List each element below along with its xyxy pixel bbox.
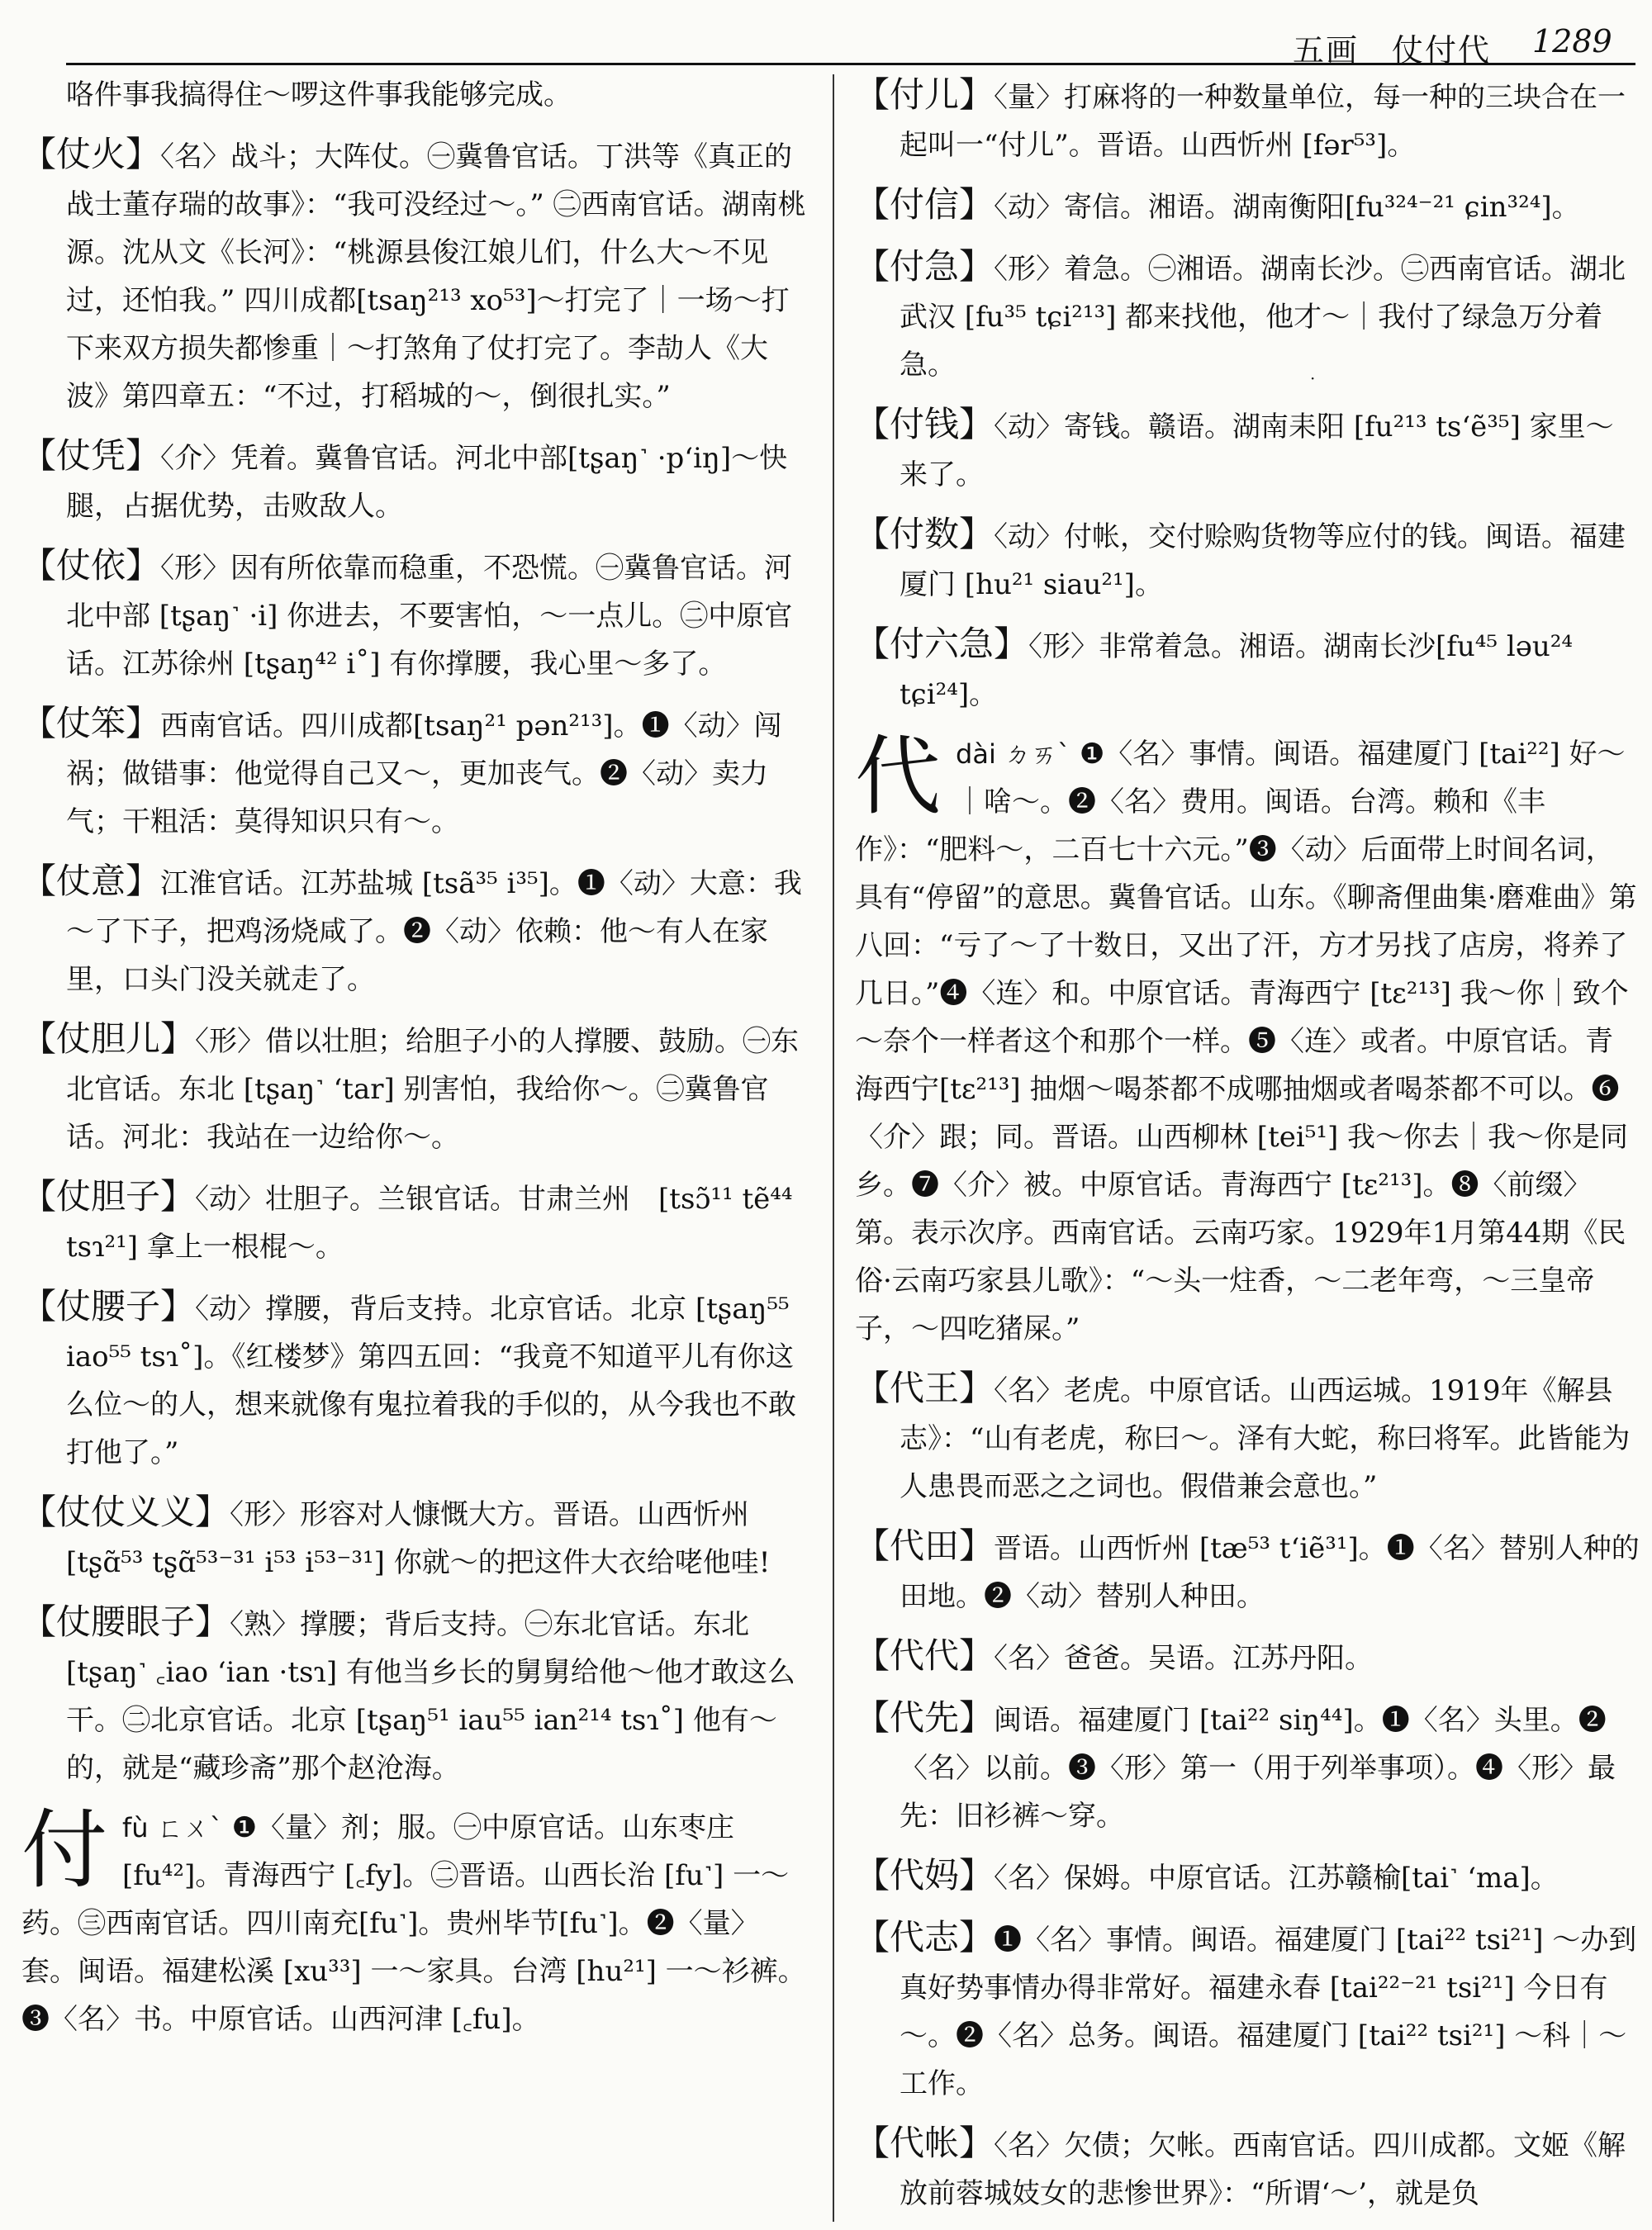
headword: 【付急】	[855, 246, 995, 287]
header-rule	[66, 63, 1635, 65]
entry-zhangben	[21, 700, 806, 846]
char-entry-dai	[855, 726, 1640, 1353]
entry-daixian	[855, 1694, 1640, 1840]
entry-zhanghuo	[21, 130, 806, 420]
headword: 【仗笨】	[21, 703, 161, 743]
entry-daidai	[855, 1632, 1640, 1682]
character-definition: ❶〈名〉事情。闽语。福建厦门 [tai²²] 好～｜啥～。❷〈名〉费用。闽语。台湾。赖和《丰作》：“肥料～，二百七十六元。”❸〈动〉后面带上时间名词，具有“停留”的意思。冀鲁官话。山东。《聊斋俚曲集·磨难曲》第八回：“亏了～了十数日，又出了汗，方才另找了店房，将养了几日。”❹〈连〉和。中原官话。青海西宁 [tɛ²¹³] 我～你｜致个～奈个一样者这个和那个一样。❺〈连〉或者。中原官话。青海西宁[tɛ²¹³] 抽烟～喝茶都不成哪抽烟或者喝茶都不可以。❻〈介〉跟；同。晋语。山西柳林 [tei⁵¹] 我～你去｜我～你是同乡。❼〈介〉被。中原官话。青海西宁 [tɛ²¹³]。❽〈前缀〉第。表示次序。西南官话。云南巧家。1929年1月第44期《民俗·云南巧家县儿歌》：“～头一炷香，～二老年弯，～三皇帝子，～四吃猪屎。”	[855, 738, 1637, 1345]
headword: 【仗腰眼子】	[21, 1601, 230, 1642]
headword: 【仗仗义义】	[21, 1492, 230, 1532]
definition: 晋语。山西忻州 [tæ⁵³ tʻiẽ³¹]。❶〈名〉替别人种的田地。❷〈动〉替别人种田。	[900, 1532, 1640, 1613]
entry-daiwang	[855, 1364, 1640, 1511]
right-column	[855, 71, 1640, 2229]
headword: 【仗凭】	[21, 435, 161, 476]
entry-zhangdanzi	[21, 1173, 806, 1271]
page-speck: ·	[1310, 368, 1316, 388]
definition: 〈名〉保姆。中原官话。江苏赣榆[tai˺ ʻma]。	[994, 1862, 1559, 1895]
headword: 【仗意】	[21, 861, 161, 901]
definition: 〈名〉欠债；欠帐。西南官话。四川成都。文姬《解放前蓉城妓女的悲惨世界》：“所谓‘～’，就是负	[900, 2129, 1626, 2210]
definition: 西南官话。四川成都[tsaŋ²¹ pən²¹³]。❶〈动〉闯祸；做错事：他觉得自己又～，更加丧气。❷〈动〉卖力气；干粗活：莫得知识只有～。	[66, 709, 782, 838]
headword: 【仗腰子】	[21, 1286, 196, 1326]
headword: 【代田】	[855, 1525, 995, 1566]
definition: 〈动〉寄信。湘语。湖南衡阳[fu³²⁴⁻²¹ ɕin³²⁴]。	[994, 191, 1580, 224]
entry-zhangping	[21, 432, 806, 530]
headword: 【付六急】	[855, 624, 1029, 664]
left-column	[21, 71, 806, 2055]
definition: 〈形〉着急。㊀湘语。湖南长沙。㊁西南官话。湖北武汉 [fu³⁵ tɕi²¹³] 都来找他，他才～｜我付了绿急万分着急。	[900, 253, 1626, 382]
entry-fuqian	[855, 401, 1640, 499]
definition: 〈动〉付帐，交付赊购货物等应付的钱。闽语。福建厦门 [hu²¹ siau²¹]。	[900, 520, 1626, 601]
definition: 〈介〉凭着。冀鲁官话。河北中部[tʂaŋ˺ ·pʻiŋ]～快腿，占据优势，击败敌人。	[66, 442, 788, 523]
entry-fushu	[855, 510, 1640, 609]
entry-fuliuji	[855, 620, 1640, 719]
entry-daizhang	[855, 2119, 1640, 2218]
entry-zhangdaner	[21, 1015, 806, 1161]
column-divider	[833, 74, 834, 2222]
char-entry-fu	[21, 1800, 806, 2043]
entry-zhangyaoyanzi	[21, 1598, 806, 1792]
definition: 〈名〉老虎。中原官话。山西运城。1919年《解县志》：“山有老虎，称曰～。泽有大蛇，称曰将军。此皆能为人患畏而恶之之词也。假借兼会意也。”	[900, 1374, 1631, 1503]
definition: 〈形〉因有所依靠而稳重，不恐慌。㊀冀鲁官话。河北中部 [tʂaŋ˺ ·i] 你进去，不要害怕，～一点儿。㊁中原官话。江苏徐州 [tʂaŋ⁴² i˚] 有你撑腰，我心里～多了。	[66, 552, 793, 681]
headword: 【付钱】	[855, 404, 995, 444]
entry-zhangzhangyiyi	[21, 1488, 806, 1587]
headword: 【代帐】	[855, 2123, 995, 2163]
entry-daizhi	[855, 1914, 1640, 2108]
character-pinyin: fù ㄈㄨˋ	[122, 1812, 223, 1843]
definition: ❶〈名〉事情。闽语。福建厦门 [tai²² tsi²¹] ～办到真好势事情办得非常好。福建永春 [tai²²⁻²¹ tsi²¹] 今日有～。❷〈名〉总务。闽语。福建厦门 [tai²² tsi²¹] ～科｜～工作。	[900, 1924, 1637, 2100]
entry-zhangyi	[21, 542, 806, 688]
headword: 【仗胆子】	[21, 1176, 196, 1217]
entry-fuxin	[855, 181, 1640, 231]
entry-fuer	[855, 71, 1640, 169]
character-headword: 付	[21, 1800, 108, 1900]
headword: 【代先】	[855, 1697, 995, 1738]
definition: 〈形〉形容对人慷慨大方。晋语。山西忻州 [tʂɑ̃⁵³ tʂɑ̃⁵³⁻³¹ i⁵³ i⁵³⁻³¹] 你就～的把这件大衣给咾他哇!	[66, 1498, 771, 1579]
definition: 〈名〉战斗；大阵仗。㊀冀鲁官话。丁洪等《真正的战士董存瑞的故事》：“我可没经过～。” ㊁西南官话。湖南桃源。沈从文《长河》：“桃源县俊江娘儿们，什么大～不见过，还怕我。” 四川成都[tsaŋ²¹³ xo⁵³]～打完了｜一场～打下来双方损失都惨重｜～打煞角了仗打完了。李劼人《大波》第四章五：“不过，打稻城的～，倒很扎实。”	[66, 140, 806, 413]
page-number: 1289	[1532, 23, 1612, 59]
headword: 【代代】	[855, 1635, 995, 1676]
definition: 江淮官话。江苏盐城 [tsã³⁵ i³⁵]。❶〈动〉大意：我～了下子，把鸡汤烧咸了。❷〈动〉依赖：他～有人在家里，口头门没关就走了。	[66, 867, 802, 996]
character-definition: ❶〈量〉剂；服。㊀中原官话。山东枣庄 [fu⁴²]。青海西宁 [꜀fy]。㊁晋语。山西长治 [fu˺] 一～药。㊂西南官话。四川南充[fu˺]。贵州毕节[fu˺]。❷〈量〉套。闽语。福建松溪 [xu³³] 一～家具。台湾 [hu²¹] 一～衫裤。❸〈名〉书。中原官话。山西河津 [꜀fu]。	[21, 1811, 806, 2036]
definition: 〈动〉壮胆子。兰银官话。甘肃兰州 [tsɔ̃¹¹ tẽ⁴⁴ tsɿ²¹] 拿上一根棍～。	[66, 1183, 793, 1264]
headword: 【仗依】	[21, 545, 161, 586]
headword: 【仗胆儿】	[21, 1018, 196, 1059]
page-header	[0, 0, 1652, 69]
definition: 闽语。福建厦门 [tai²² siŋ⁴⁴]。❶〈名〉头里。❷〈名〉以前。❸〈形〉第一（用于列举事项）。❹〈形〉最先：旧衫裤～穿。	[900, 1704, 1616, 1833]
entry-daitian	[855, 1522, 1640, 1620]
entry-zhangyi2	[21, 857, 806, 1004]
headword: 【仗火】	[21, 134, 161, 174]
header-section-title: 五画 仗付代	[1293, 32, 1492, 69]
definition: 〈动〉寄钱。赣语。湖南耒阳 [fu²¹³ tsʻẽ³⁵] 家里～来了。	[900, 410, 1614, 491]
entry-fuji	[855, 243, 1640, 389]
definition: 〈动〉撑腰，背后支持。北京官话。北京 [tʂaŋ⁵⁵ iao⁵⁵ tsɿ˚]。《红楼梦》第四五回：“我竟不知道平儿有你这么位～的人，想来就像有鬼拉着我的手似的，从今我也不敢打他了。”	[66, 1293, 796, 1469]
headword: 【付数】	[855, 514, 995, 554]
definition: 〈量〉打麻将的一种数量单位，每一种的三块合在一起叫一“付儿”。晋语。山西忻州 [fər⁵³]。	[900, 81, 1626, 162]
character-pinyin: dài ㄉㄞˋ	[956, 738, 1071, 770]
entry-zhangyaozi	[21, 1283, 806, 1477]
headword: 【付儿】	[855, 74, 995, 115]
entry-daima	[855, 1852, 1640, 1902]
carryover-text: 咯件事我搞得住～啰这件事我能够完成。	[66, 78, 572, 112]
headword: 【付信】	[855, 184, 995, 225]
definition: 〈名〉爸爸。吴语。江苏丹阳。	[994, 1642, 1374, 1675]
headword: 【代妈】	[855, 1855, 995, 1896]
definition: 〈熟〉撑腰；背后支持。㊀东北官话。东北 [tʂaŋ˺ ꜀iao ʻian ·tsɿ] 有他当乡长的舅舅给他～他才敢这么干。㊁北京官话。北京 [tʂaŋ⁵¹ iau⁵⁵ ian²¹⁴ tsɿ˚] 他有～的，就是“藏珍斋”那个赵沧海。	[66, 1608, 795, 1785]
headword: 【代志】	[855, 1917, 995, 1957]
character-headword: 代	[855, 726, 942, 827]
definition: 〈形〉非常着急。湘语。湖南长沙[fu⁴⁵ ləu²⁴ tɕi²⁴]。	[900, 630, 1573, 711]
headword: 【代王】	[855, 1368, 995, 1408]
definition: 〈形〉借以壮胆；给胆子小的人撑腰、鼓励。㊀东北官话。东北 [tʂaŋ˺ ʻtar] 别害怕，我给你～。㊁冀鲁官话。河北：我站在一边给你～。	[66, 1025, 800, 1154]
